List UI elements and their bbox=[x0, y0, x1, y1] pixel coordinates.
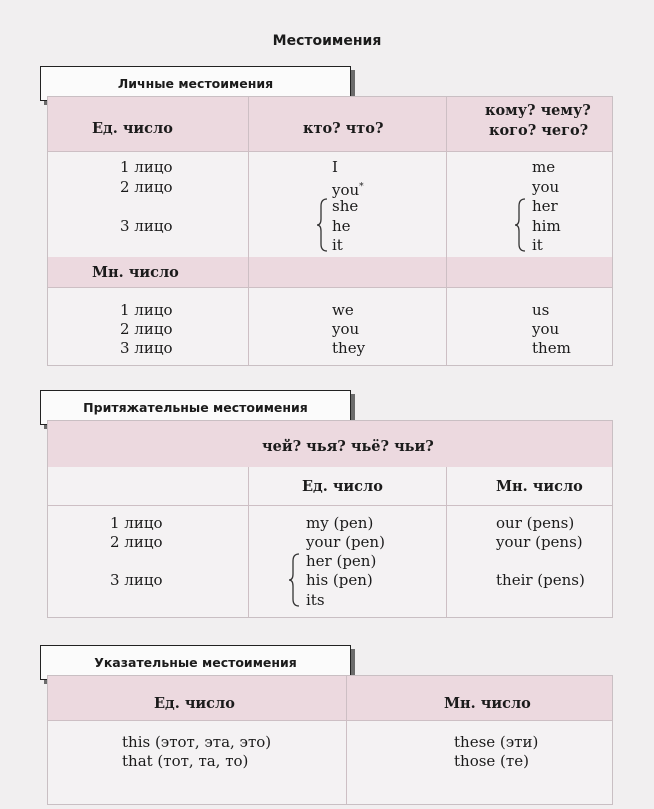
pronoun-object: you bbox=[532, 320, 560, 338]
possessive-pronouns-table bbox=[47, 420, 613, 618]
pronoun-subject: we bbox=[332, 301, 354, 319]
section-title-personal: Личные местоимения bbox=[40, 66, 351, 101]
column-divider bbox=[248, 467, 249, 617]
person-label: 3 лицо bbox=[120, 339, 173, 357]
brace-icon bbox=[514, 198, 526, 252]
page-title: Местоимения bbox=[272, 33, 382, 49]
pronoun-plural: those (те) bbox=[454, 752, 529, 770]
pronoun-subject: I bbox=[332, 158, 338, 176]
subject-case-header: кто? что? bbox=[303, 120, 384, 137]
divider bbox=[48, 505, 612, 506]
divider bbox=[48, 287, 612, 288]
pronoun-object: her bbox=[532, 197, 558, 215]
brace-icon bbox=[316, 198, 328, 252]
singular-header: Ед. число bbox=[154, 695, 235, 712]
column-divider bbox=[446, 97, 447, 365]
column-divider bbox=[248, 97, 249, 365]
pronoun-singular: this (этот, эта, это) bbox=[122, 733, 272, 751]
column-divider bbox=[346, 676, 347, 804]
pronoun-singular: her (pen) bbox=[306, 552, 377, 570]
person-label: 1 лицо bbox=[110, 514, 163, 532]
pronoun-subject: he bbox=[332, 217, 351, 235]
pronoun-plural: their (pens) bbox=[496, 571, 585, 589]
person-label: 2 лицо bbox=[120, 178, 173, 196]
pronoun-object: it bbox=[532, 236, 543, 254]
person-label: 1 лицо bbox=[120, 158, 173, 176]
person-label: 3 лицо bbox=[120, 217, 173, 235]
pronoun-singular: his (pen) bbox=[306, 571, 373, 589]
question-header: чей? чья? чьё? чьи? bbox=[262, 438, 434, 455]
footnote-mark: * bbox=[359, 182, 364, 192]
column-divider bbox=[446, 467, 447, 617]
pronoun-singular: your (pen) bbox=[306, 533, 385, 551]
divider bbox=[48, 720, 612, 721]
pronoun-plural: these (эти) bbox=[454, 733, 539, 751]
pronoun-plural: your (pens) bbox=[496, 533, 583, 551]
section-title-possessive: Притяжательные местоимения bbox=[40, 390, 351, 425]
pronoun-text: you bbox=[332, 181, 360, 199]
object-case-header-line1: кому? чему? bbox=[485, 102, 591, 119]
pronoun-singular: that (тот, та, то) bbox=[122, 752, 249, 770]
pronoun-singular: its bbox=[306, 591, 325, 609]
pronoun-subject: she bbox=[332, 197, 359, 215]
pronoun-object: me bbox=[532, 158, 556, 176]
divider bbox=[48, 151, 612, 152]
pronoun-subject: it bbox=[332, 236, 343, 254]
section-title-demonstrative: Указательные местоимения bbox=[40, 645, 351, 680]
plural-header: Мн. число bbox=[444, 695, 531, 712]
demonstrative-pronouns-table bbox=[47, 675, 613, 805]
brace-icon bbox=[288, 553, 300, 607]
pronoun-singular: my (pen) bbox=[306, 514, 374, 532]
personal-pronouns-table bbox=[47, 96, 613, 366]
person-label: 2 лицо bbox=[110, 533, 163, 551]
pronoun-object: him bbox=[532, 217, 561, 235]
person-label: 1 лицо bbox=[120, 301, 173, 319]
plural-header: Мн. число bbox=[496, 478, 583, 495]
singular-header: Ед. число bbox=[302, 478, 383, 495]
pronoun-subject: you bbox=[332, 320, 360, 338]
pronoun-object: them bbox=[532, 339, 571, 357]
object-case-header-line2: кого? чего? bbox=[489, 122, 589, 139]
pronoun-object: us bbox=[532, 301, 550, 319]
pronoun-object: you bbox=[532, 178, 560, 196]
pronoun-plural: our (pens) bbox=[496, 514, 575, 532]
pronoun-subject: they bbox=[332, 339, 366, 357]
person-label: 2 лицо bbox=[120, 320, 173, 338]
plural-header: Мн. число bbox=[92, 264, 179, 281]
singular-header: Ед. число bbox=[92, 120, 173, 137]
person-label: 3 лицо bbox=[110, 571, 163, 589]
